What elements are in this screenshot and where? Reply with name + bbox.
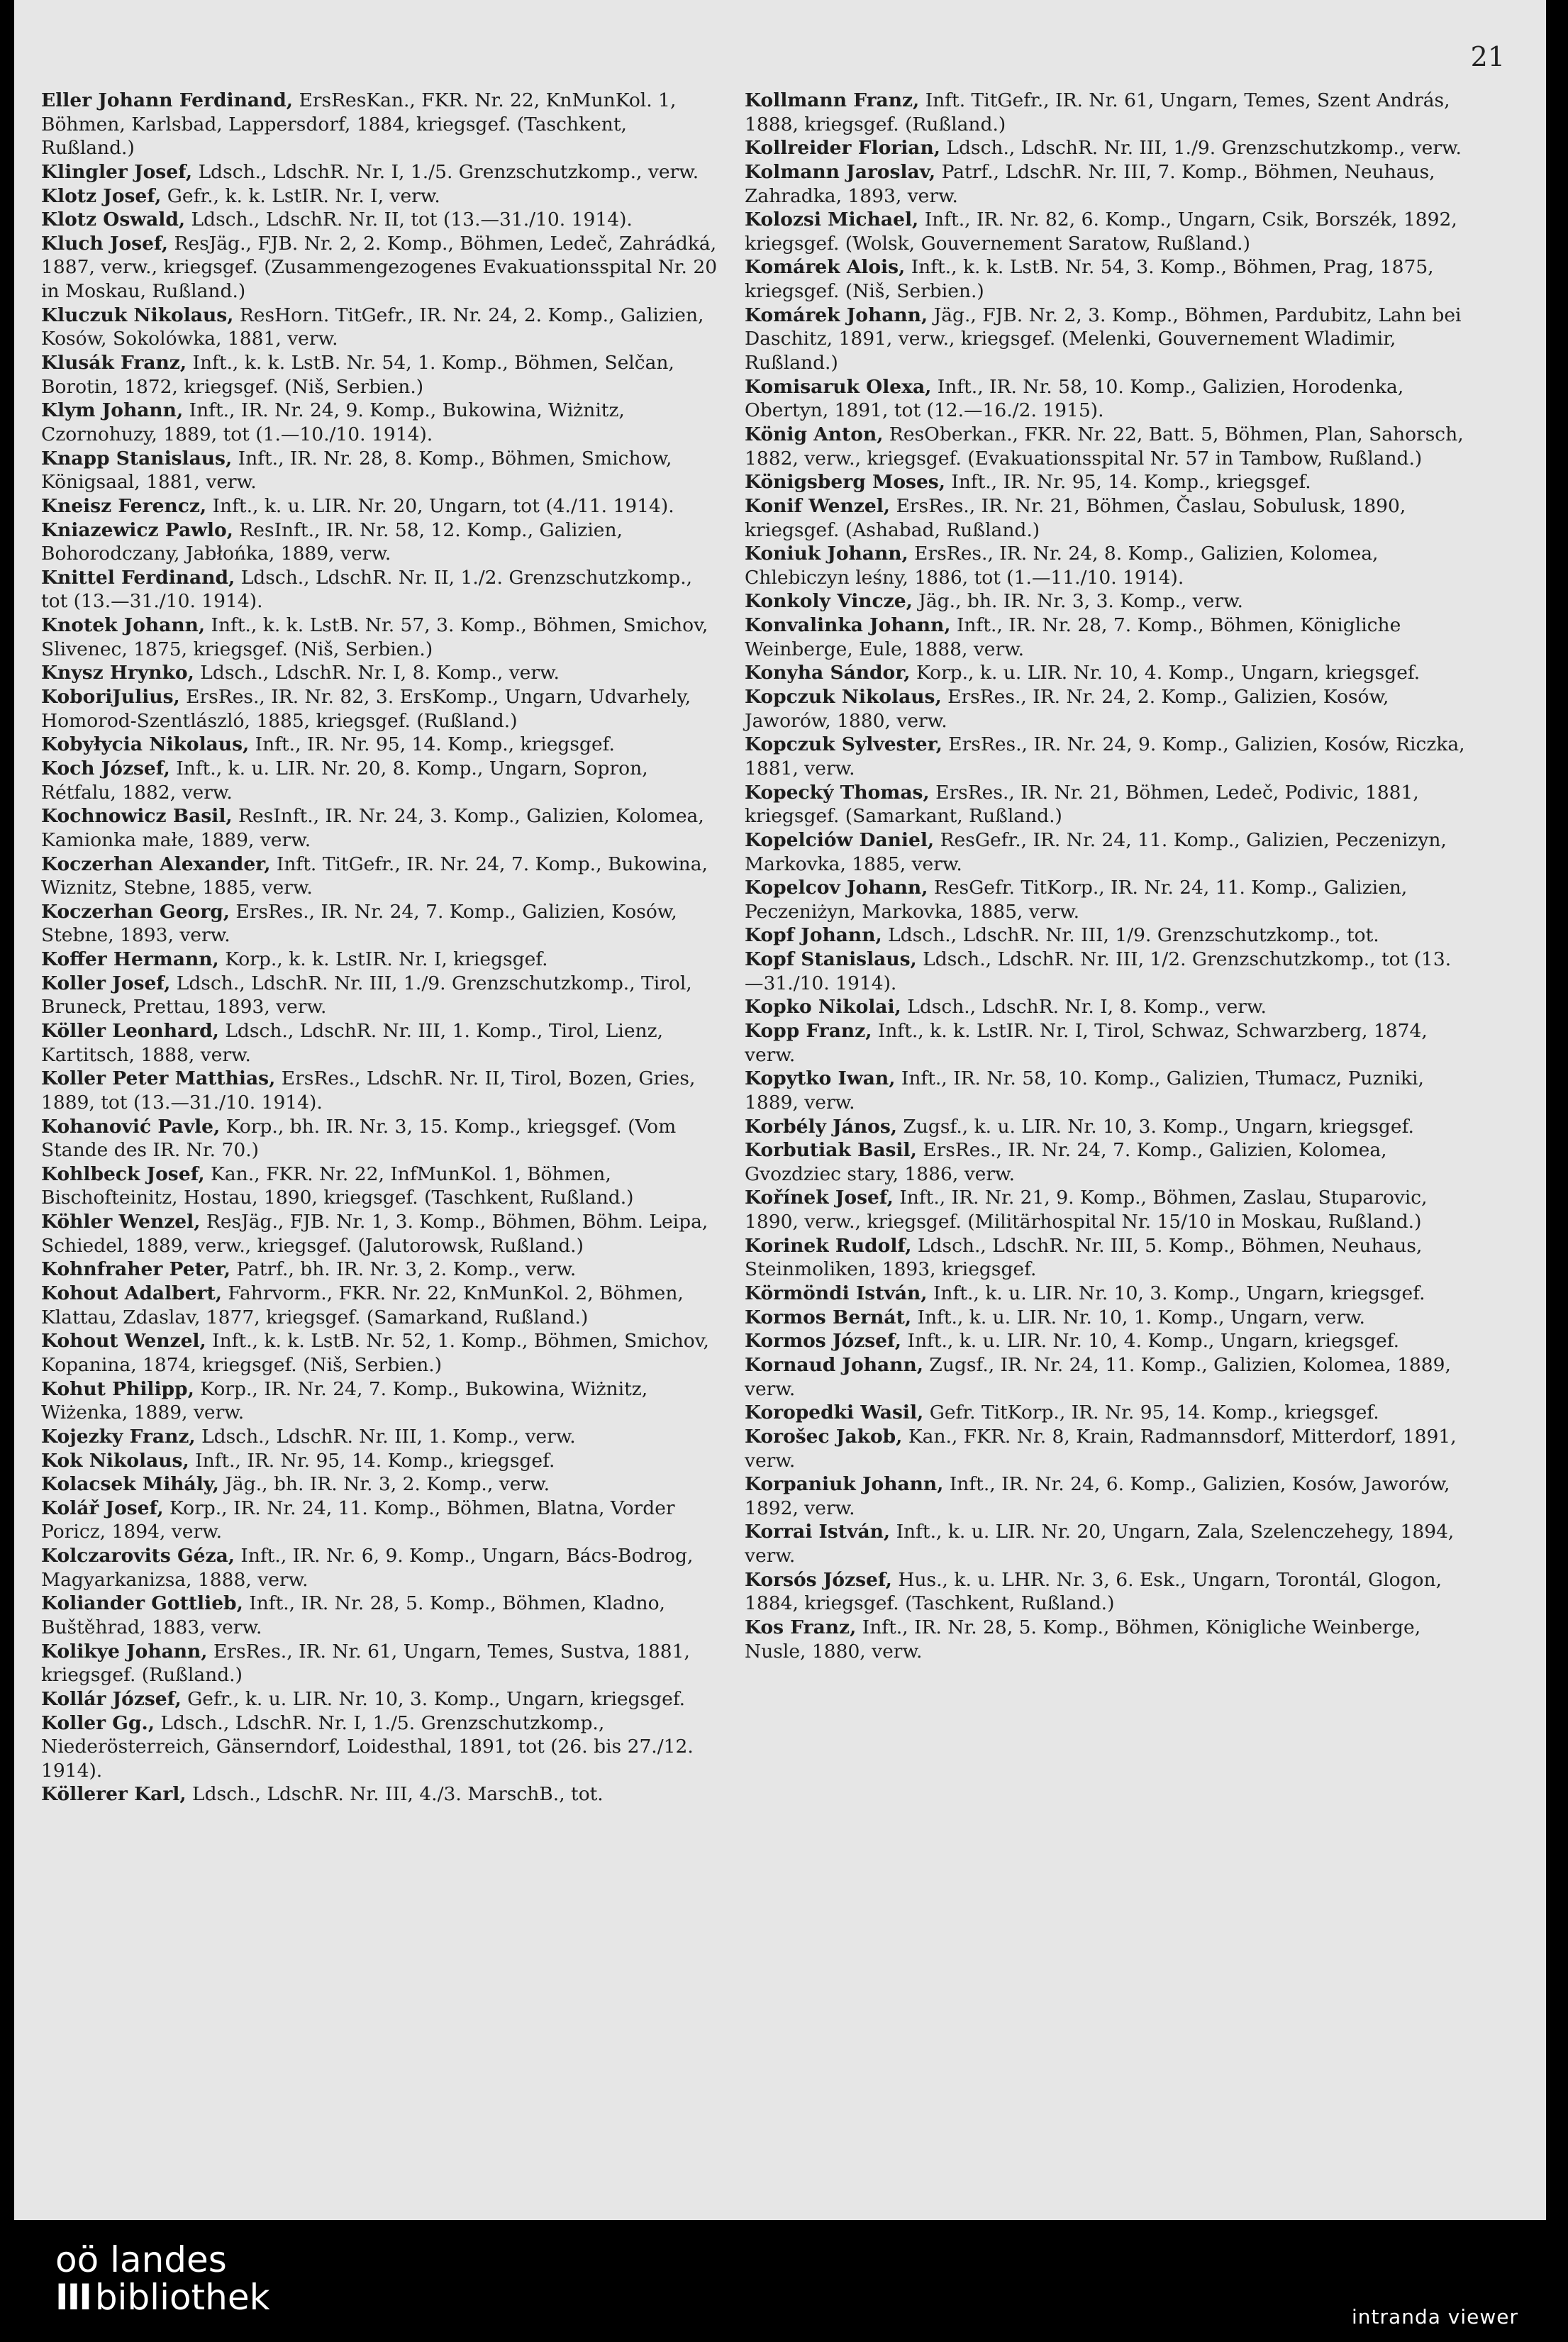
entry-text: Korp., IR. Nr. 24, 11. Komp., Böhmen, Blatna, Vorder Poricz, 1894, verw. [41, 1497, 675, 1543]
entry-text: Inft., k. u. LIR. Nr. 20, Ungarn, Zala, Szelenczehegy, 1894, verw. [745, 1521, 1455, 1567]
entry-name: Kollreider Florian, [745, 137, 940, 160]
entry-name: Koch József, [41, 757, 170, 779]
list-item [41, 399, 722, 446]
entry-text: Gefr., k. k. LstIR. Nr. I, verw. [167, 184, 440, 207]
list-item [745, 995, 1468, 1019]
list-item [745, 1329, 1468, 1353]
list-item [41, 494, 722, 518]
list-item [745, 304, 1468, 375]
list-item [745, 685, 1468, 733]
list-item [41, 804, 722, 852]
entry-text: Ldsch., LdschR. Nr. III, 1/2. Grenzschutzkomp., tot (13.—31./10. 1914). [745, 948, 1452, 994]
entry-name: Knysz Hrynko, [41, 662, 194, 684]
list-item [41, 447, 722, 494]
entry-name: Korrai István, [745, 1521, 891, 1543]
list-item [41, 1497, 722, 1544]
entry-name: Kluch Josef, [41, 232, 169, 255]
list-item [41, 757, 722, 804]
list-item [41, 1329, 722, 1377]
entry-text: ErsRes., IR. Nr. 21, Böhmen, Časlau, Sobulusk, 1890, kriegsgef. (Ashabad, Rußland.) [745, 494, 1406, 541]
entry-text: Inft., IR. Nr. 28, 7. Komp., Böhmen, Königliche Weinberge, Eule, 1888, verw. [745, 614, 1401, 660]
list-item [41, 89, 722, 160]
entry-name: Kolczarovits Géza, [41, 1545, 235, 1567]
list-item [745, 255, 1468, 303]
entry-text: Inft., k. u. LIR. Nr. 20, Ungarn, tot (4./11. 1914). [212, 494, 674, 517]
entry-text: ResJäg., FJB. Nr. 2, 2. Komp., Böhmen, Ledeč, Zahrádká, 1887, verw., kriegsgef. (Zusammengezogenes Evakuationsspital Nr. 20 in Moskau, Rußland.) [41, 232, 718, 303]
entry-text: Inft., k. k. LstB. Nr. 54, 1. Komp., Böhmen, Selčan, Borotin, 1872, kriegsgef. (Niš, Serbien.) [41, 352, 674, 398]
page-number: 21 [1470, 41, 1505, 72]
entry-name: König Anton, [745, 423, 884, 445]
entry-name: Kolář Josef, [41, 1497, 164, 1519]
entry-name: Komisaruk Olexa, [745, 375, 932, 398]
list-item [745, 542, 1468, 589]
entry-name: Kos Franz, [745, 1616, 857, 1638]
entry-name: Kopelcov Johann, [745, 877, 928, 899]
list-item [745, 160, 1468, 208]
entry-name: Korpaniuk Johann, [745, 1473, 944, 1496]
entry-text: Inft., IR. Nr. 24, 9. Komp., Bukowina, Wiżnitz, Czornohuzy, 1889, tot (1.—10./10. 1914). [41, 399, 625, 445]
entry-text: Ldsch., LdschR. Nr. III, 1. Komp., Tirol, Lienz, Kartitsch, 1888, verw. [41, 1019, 664, 1066]
list-item [41, 1210, 722, 1258]
entry-name: Konvalinka Johann, [745, 614, 951, 637]
entry-text: Inft., IR. Nr. 58, 10. Komp., Galizien, Tłumacz, Puzniki, 1889, verw. [745, 1067, 1424, 1114]
entry-text: ErsRes., IR. Nr. 24, 8. Komp., Galizien, Kolomea, Chlebiczyn leśny, 1886, tot (1.—11./10. 1914). [745, 543, 1379, 589]
entry-text: Ldsch., LdschR. Nr. I, 1./5. Grenzschutzkomp., Niederösterreich, Gänserndorf, Loidesthal, 1891, tot (26. bis 27./12. 1914). [41, 1711, 694, 1782]
logo-line-1: oö landes [55, 2239, 227, 2280]
list-item [41, 1115, 722, 1162]
list-item [41, 661, 722, 685]
list-item [745, 1472, 1468, 1520]
entry-name: Klym Johann, [41, 399, 184, 422]
list-item [745, 589, 1468, 614]
entry-name: KoboriJulius, [41, 686, 180, 709]
entry-name: Koffer Hermann, [41, 948, 219, 971]
list-item [41, 1162, 722, 1210]
entry-text: Inft., k. u. LIR. Nr. 10, 1. Komp., Ungarn, verw. [917, 1306, 1365, 1328]
list-item [745, 1425, 1468, 1472]
entry-name: Kobyłycia Nikolaus, [41, 733, 250, 756]
list-item [745, 423, 1468, 470]
entry-text: Korp., bh. IR. Nr. 3, 15. Komp., kriegsgef. (Vom Stande des IR. Nr. 70.) [41, 1115, 677, 1162]
entry-text: ErsRes., IR. Nr. 24, 2. Komp., Galizien, Kosów, Jaworów, 1880, verw. [745, 686, 1389, 732]
list-item [41, 1782, 722, 1807]
entry-name: Kopelciów Daniel, [745, 828, 935, 851]
entry-name: Kneisz Ferencz, [41, 494, 207, 517]
list-item [745, 1019, 1468, 1067]
entry-text: ResGefr. TitKorp., IR. Nr. 24, 11. Komp., Galizien, Peczeniżyn, Markovka, 1885, verw. [745, 877, 1408, 923]
list-item [41, 184, 722, 209]
entry-text: Inft., k. k. LstB. Nr. 52, 1. Komp., Böhmen, Smichov, Kopanina, 1874, kriegsgef. (Niš, Serbien.) [41, 1330, 709, 1376]
list-item [41, 1425, 722, 1449]
entry-text: Ldsch., LdschR. Nr. III, 5. Komp., Böhmen, Neuhaus, Steinmoliken, 1893, kriegsgef. [745, 1234, 1423, 1281]
entry-name: Kopf Johann, [745, 924, 882, 947]
entry-name: Kormos József, [745, 1330, 902, 1353]
entry-text: Inft., IR. Nr. 28, 5. Komp., Böhmen, Kladno, Buštěhrad, 1883, verw. [41, 1592, 665, 1638]
entry-text: Inft., IR. Nr. 95, 14. Komp., kriegsgef. [195, 1449, 555, 1472]
entry-name: Koller Peter Matthias, [41, 1067, 276, 1090]
entry-text: ErsRes., IR. Nr. 82, 3. ErsKomp., Ungarn, Udvarhely, Homorod-Szentlászló, 1885, kriegsgef. (Rußland.) [41, 686, 691, 732]
entry-text: Kan., FKR. Nr. 8, Krain, Radmannsdorf, Mitterdorf, 1891, verw. [745, 1425, 1457, 1472]
list-item [745, 733, 1468, 780]
entry-text: Ldsch., LdschR. Nr. II, tot (13.—31./10. 1914). [191, 209, 633, 231]
list-item [41, 232, 722, 304]
list-item [41, 1472, 722, 1497]
entry-name: Kohlbeck Josef, [41, 1162, 205, 1185]
entry-name: Kopczuk Nikolaus, [745, 686, 942, 709]
entry-name: Korbély János, [745, 1115, 897, 1138]
entry-text: Ldsch., LdschR. Nr. I, 8. Komp., verw. [200, 662, 560, 684]
entry-text: Inft., IR. Nr. 58, 10. Komp., Galizien, Horodenka, Obertyn, 1891, tot (12.—16./2. 1915). [745, 375, 1404, 422]
list-item [41, 733, 722, 757]
entry-name: Kohout Wenzel, [41, 1330, 206, 1353]
list-item [745, 1306, 1468, 1330]
entry-text: Ldsch., LdschR. Nr. III, 1./9. Grenzschutzkomp., Tirol, Bruneck, Prettau, 1893, verw. [41, 972, 692, 1019]
entry-text: ErsResKan., FKR. Nr. 22, KnMunKol. 1, Böhmen, Karlsbad, Lappersdorf, 1884, kriegsgef. (Taschkent, Rußland.) [41, 89, 677, 160]
entry-name: Kolozsi Michael, [745, 209, 919, 231]
entry-text: Patrf., bh. IR. Nr. 3, 2. Komp., verw. [236, 1258, 577, 1281]
list-item [41, 351, 722, 399]
list-item [41, 566, 722, 614]
entry-name: Kohut Philipp, [41, 1377, 194, 1400]
entry-text: Ldsch., LdschR. Nr. I, 8. Komp., verw. [907, 996, 1267, 1019]
list-item [41, 1592, 722, 1639]
entry-name: Koczerhan Alexander, [41, 853, 271, 875]
entry-name: Korošec Jakob, [745, 1425, 903, 1448]
list-item [745, 1353, 1468, 1401]
entry-text: Inft., k. k. LstB. Nr. 57, 3. Komp., Böhmen, Smichov, Slivenec, 1875, kriegsgef. (Niš, Serbien.) [41, 614, 708, 660]
list-item [745, 923, 1468, 948]
entry-name: Korsós József, [745, 1568, 892, 1591]
entry-text: ErsRes., IR. Nr. 21, Böhmen, Ledeč, Podivic, 1881, kriegsgef. (Samarkant, Rußland.) [745, 781, 1419, 828]
list-item [745, 375, 1468, 423]
entry-text: ErsRes., IR. Nr. 24, 9. Komp., Galizien, Kosów, Riczka, 1881, verw. [745, 733, 1465, 779]
entry-name: Knotek Johann, [41, 614, 206, 637]
entry-name: Knapp Stanislaus, [41, 447, 233, 470]
entry-text: Inft., IR. Nr. 6, 9. Komp., Ungarn, Bács-Bodrog, Magyarkanizsa, 1888, verw. [41, 1545, 694, 1591]
entry-name: Klotz Oswald, [41, 209, 186, 231]
list-item [745, 661, 1468, 685]
list-item [745, 1234, 1468, 1282]
entry-name: Kollár József, [41, 1687, 182, 1710]
left-column [41, 89, 722, 1807]
list-item [745, 781, 1468, 828]
entry-name: Kohanović Pavle, [41, 1115, 221, 1138]
entry-name: Kornaud Johann, [745, 1353, 923, 1376]
list-item [41, 1544, 722, 1592]
document-page [14, 0, 1546, 2220]
entry-text: Jäg., bh. IR. Nr. 3, 2. Komp., verw. [225, 1473, 550, 1496]
entry-text: Inft. TitGefr., IR. Nr. 61, Ungarn, Temes, Szent András, 1888, kriegsgef. (Rußland.) [745, 89, 1450, 135]
entry-text: Ldsch., LdschR. Nr. III, 1. Komp., verw. [201, 1425, 576, 1448]
list-item [745, 1115, 1468, 1139]
entry-name: Kopp Franz, [745, 1019, 872, 1042]
entry-text: ErsRes., LdschR. Nr. II, Tirol, Bozen, Gries, 1889, tot (13.—31./10. 1914). [41, 1067, 696, 1114]
entry-name: Kopko Nikolai, [745, 996, 901, 1019]
entry-text: ErsRes., IR. Nr. 61, Ungarn, Temes, Sustva, 1881, kriegsgef. (Rußland.) [41, 1640, 690, 1687]
entry-name: Köhler Wenzel, [41, 1211, 201, 1233]
list-item [41, 1282, 722, 1329]
entry-name: Koller Josef, [41, 972, 171, 994]
entry-text: Korp., k. k. LstIR. Nr. I, kriegsgef. [225, 948, 548, 971]
list-item [745, 1568, 1468, 1616]
entry-name: Kormos Bernát, [745, 1306, 912, 1328]
entry-name: Knittel Ferdinand, [41, 566, 235, 589]
library-logo[interactable] [55, 2241, 270, 2316]
entry-name: Kolikye Johann, [41, 1640, 208, 1663]
entry-text: Inft., IR. Nr. 82, 6. Komp., Ungarn, Csik, Borszék, 1892, kriegsgef. (Wolsk, Gouvernement Saratow, Rußland.) [745, 209, 1457, 255]
entry-text: Jäg., FJB. Nr. 2, 3. Komp., Böhmen, Pardubitz, Lahn bei Daschitz, 1891, verw., kriegsgef. (Melenki, Gouvernement Wladimir, Rußland.) [745, 304, 1462, 374]
entry-name: Konkoly Vincze, [745, 590, 913, 613]
entry-text: Inft., k. u. LIR. Nr. 10, 3. Komp., Ungarn, kriegsgef. [933, 1282, 1425, 1305]
list-item [745, 89, 1468, 136]
entry-name: Komárek Johann, [745, 304, 928, 326]
entry-text: Korp., IR. Nr. 24, 7. Komp., Bukowina, Wiżnitz, Wiżenka, 1889, verw. [41, 1377, 648, 1424]
entry-text: Inft., IR. Nr. 28, 8. Komp., Böhmen, Smichow, Königsaal, 1881, verw. [41, 447, 672, 494]
entry-name: Korinek Rudolf, [745, 1234, 912, 1257]
entry-text: Kan., FKR. Nr. 22, InfMunKol. 1, Böhmen, Bischofteinitz, Hostau, 1890, kriegsgef. (Taschkent, Rußland.) [41, 1162, 634, 1209]
entry-text: Hus., k. u. LHR. Nr. 3, 6. Esk., Ungarn, Torontál, Glogon, 1884, kriegsgef. (Taschkent, Rußland.) [745, 1568, 1442, 1615]
entry-text: Ldsch., LdschR. Nr. III, 4./3. MarschB., tot. [192, 1783, 604, 1806]
entry-name: Kok Nikolaus, [41, 1449, 189, 1472]
entry-name: Kollmann Franz, [745, 89, 920, 111]
entry-name: Kochnowicz Basil, [41, 805, 233, 828]
entry-text: Inft. TitGefr., IR. Nr. 24, 7. Komp., Bukowina, Wiznitz, Stebne, 1885, verw. [41, 853, 708, 899]
entry-text: ResJäg., FJB. Nr. 1, 3. Komp., Böhmen, Böhm. Leipa, Schiedel, 1889, verw., kriegsgef. (Jalutorowsk, Rußland.) [41, 1211, 708, 1257]
list-item [745, 136, 1468, 160]
entry-name: Köllerer Karl, [41, 1783, 187, 1806]
entry-name: Klingler Josef, [41, 160, 193, 183]
entry-name: Köller Leonhard, [41, 1019, 219, 1042]
entry-name: Kolacsek Mihály, [41, 1473, 219, 1496]
list-item [41, 948, 722, 972]
entry-name: Klusák Franz, [41, 352, 187, 374]
list-item [745, 1282, 1468, 1306]
entry-text: ResInft., IR. Nr. 24, 3. Komp., Galizien, Kolomea, Kamionka małe, 1889, verw. [41, 805, 704, 851]
list-item [745, 828, 1468, 876]
entry-name: Kopf Stanislaus, [745, 948, 917, 971]
entry-name: Korbutiak Basil, [745, 1139, 917, 1162]
list-item [745, 1401, 1468, 1425]
list-item [41, 1687, 722, 1711]
list-item [745, 1186, 1468, 1233]
list-item [745, 494, 1468, 542]
entry-text: Inft., k. k. LstIR. Nr. I, Tirol, Schwaz, Schwarzberg, 1874, verw. [745, 1019, 1428, 1066]
entry-name: Körmöndi István, [745, 1282, 928, 1305]
entry-text: Inft., k. u. LIR. Nr. 10, 4. Komp., Ungarn, kriegsgef. [907, 1330, 1400, 1353]
entry-text: Inft., IR. Nr. 21, 9. Komp., Böhmen, Zaslau, Stuparovic, 1890, verw., kriegsgef. (Militärhospital Nr. 15/10 in Moskau, Rußland.) [745, 1187, 1428, 1233]
entry-text: Ldsch., LdschR. Nr. III, 1/9. Grenzschutzkomp., tot. [888, 924, 1379, 947]
list-item [41, 1067, 722, 1114]
list-item [745, 470, 1468, 494]
list-item [745, 948, 1468, 995]
list-item [41, 1711, 722, 1783]
list-item [745, 1520, 1468, 1567]
entry-text: Inft., IR. Nr. 28, 5. Komp., Böhmen, Königliche Weinberge, Nusle, 1880, verw. [745, 1616, 1421, 1663]
entry-text: Inft., k. k. LstB. Nr. 54, 3. Komp., Böhmen, Prag, 1875, kriegsgef. (Niš, Serbien.) [745, 256, 1434, 303]
list-item [41, 518, 722, 566]
entry-text: ErsRes., IR. Nr. 24, 7. Komp., Galizien, Kosów, Stebne, 1893, verw. [41, 900, 677, 947]
entry-text: Inft., IR. Nr. 95, 14. Komp., kriegsgef. [255, 733, 615, 756]
list-item [41, 614, 722, 661]
entry-name: Komárek Alois, [745, 256, 906, 279]
entry-text: Korp., k. u. LIR. Nr. 10, 4. Komp., Ungarn, kriegsgef. [916, 662, 1420, 684]
entry-text: ResInft., IR. Nr. 58, 12. Komp., Galizien, Bohorodczany, Jabłońka, 1889, verw. [41, 518, 623, 565]
list-item [745, 1616, 1468, 1663]
entry-text: Inft., IR. Nr. 24, 6. Komp., Galizien, Kosów, Jaworów, 1892, verw. [745, 1473, 1450, 1519]
list-item [41, 208, 722, 232]
entry-name: Kopecký Thomas, [745, 781, 930, 804]
entry-name: Kopczuk Sylvester, [745, 733, 943, 756]
entry-text: Patrf., LdschR. Nr. III, 7. Komp., Böhmen, Neuhaus, Zahradka, 1893, verw. [745, 160, 1435, 207]
entry-name: Klotz Josef, [41, 184, 162, 207]
entry-name: Kohout Adalbert, [41, 1282, 222, 1305]
entry-name: Koropedki Wasil, [745, 1402, 924, 1424]
list-item [745, 614, 1468, 661]
list-item [745, 208, 1468, 255]
entry-name: Kořínek Josef, [745, 1187, 894, 1209]
logo-line-2: bibliothek [94, 2276, 270, 2318]
entry-text: Inft., k. u. LIR. Nr. 20, 8. Komp., Ungarn, Sopron, Rétfalu, 1882, verw. [41, 757, 648, 804]
entry-name: Koczerhan Georg, [41, 900, 230, 923]
entry-text: Gefr. TitKorp., IR. Nr. 95, 14. Komp., kriegsgef. [929, 1402, 1379, 1424]
list-item [41, 1258, 722, 1282]
list-item [41, 685, 722, 733]
entry-text: Gefr., k. u. LIR. Nr. 10, 3. Komp., Ungarn, kriegsgef. [187, 1687, 686, 1710]
list-item [41, 1019, 722, 1067]
entry-text: Ldsch., LdschR. Nr. I, 1./5. Grenzschutzkomp., verw. [198, 160, 699, 183]
entry-text: Zugsf., IR. Nr. 24, 11. Komp., Galizien, Kolomea, 1889, verw. [745, 1353, 1451, 1400]
entry-text: ResHorn. TitGefr., IR. Nr. 24, 2. Komp., Galizien, Kosów, Sokolówka, 1881, verw. [41, 304, 704, 350]
list-item [745, 1138, 1468, 1186]
entry-name: Königsberg Moses, [745, 471, 945, 494]
list-item [745, 1067, 1468, 1114]
entry-text: Ldsch., LdschR. Nr. III, 1./9. Grenzschutzkomp., verw. [946, 137, 1462, 160]
list-item [41, 853, 722, 900]
list-item [41, 972, 722, 1019]
entry-name: Koniuk Johann, [745, 543, 908, 565]
entry-name: Koliander Gottlieb, [41, 1592, 243, 1615]
right-column [745, 89, 1468, 1663]
list-item [41, 1377, 722, 1425]
logo-bars: III [55, 2276, 91, 2318]
entry-text: Zugsf., k. u. LIR. Nr. 10, 3. Komp., Ungarn, kriegsgef. [903, 1115, 1414, 1138]
list-item [41, 1449, 722, 1473]
entry-name: Konyha Sándor, [745, 662, 911, 684]
entry-name: Kolmann Jaroslav, [745, 160, 936, 183]
list-item [41, 1640, 722, 1687]
entry-name: Konif Wenzel, [745, 494, 891, 517]
entry-text: Jäg., bh. IR. Nr. 3, 3. Komp., verw. [918, 590, 1243, 613]
entry-text: ResGefr., IR. Nr. 24, 11. Komp., Galizien, Peczenizyn, Markovka, 1885, verw. [745, 828, 1447, 875]
list-item [745, 876, 1468, 923]
entry-text: Ldsch., LdschR. Nr. II, 1./2. Grenzschutzkomp., tot (13.—31./10. 1914). [41, 566, 693, 613]
entry-name: Kopytko Iwan, [745, 1067, 896, 1090]
list-item [41, 160, 722, 184]
entry-name: Eller Johann Ferdinand, [41, 89, 294, 111]
entry-name: Kojezky Franz, [41, 1425, 196, 1448]
entry-text: Fahrvorm., FKR. Nr. 22, KnMunKol. 2, Böhmen, Klattau, Zdaslav, 1877, kriegsgef. (Samarkand, Rußland.) [41, 1282, 684, 1328]
entry-text: ResOberkan., FKR. Nr. 22, Batt. 5, Böhmen, Plan, Sahorsch, 1882, verw., kriegsgef. (Evakuationsspital Nr. 57 in Tambow, Rußland.) [745, 423, 1464, 470]
entry-name: Kohnfraher Peter, [41, 1258, 230, 1281]
entry-name: Koller Gg., [41, 1711, 155, 1734]
entry-text: ErsRes., IR. Nr. 24, 7. Komp., Galizien, Kolomea, Gvozdziec stary, 1886, verw. [745, 1139, 1387, 1185]
entry-name: Kluczuk Nikolaus, [41, 304, 234, 326]
entry-name: Kniazewicz Pawlo, [41, 518, 233, 541]
viewer-label[interactable]: intranda viewer [1352, 2305, 1518, 2329]
list-item [41, 304, 722, 351]
entry-text: Inft., IR. Nr. 95, 14. Komp., kriegsgef. [951, 471, 1311, 494]
list-item [41, 900, 722, 948]
